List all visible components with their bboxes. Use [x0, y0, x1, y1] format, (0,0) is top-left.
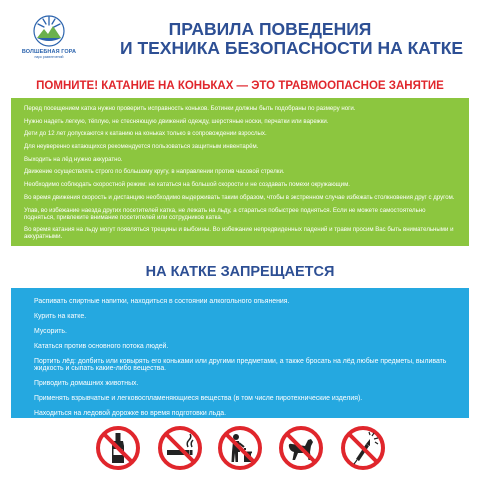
- logo: [14, 14, 84, 70]
- prohibited-title: НА КАТКЕ ЗАПРЕЩАЕТСЯ: [145, 264, 335, 280]
- rule-item: Перед посещением катка нужно проверить исправность коньков. Ботинки должны быть подобраны по размеру ноги.: [24, 105, 356, 112]
- rule-item: Во время катания на льду могут появляться трещины и выбоины. Во избежание непредвиденных падений и травм просим Вас быть внимательными и аккуратными.: [24, 226, 454, 241]
- page-title-line2: И ТЕХНИКА БЕЗОПАСНОСТИ НА КАТКЕ: [120, 38, 464, 58]
- rule-item: Дети до 12 лет допускаются к катанию на коньках только в сопровождении взрослых.: [24, 130, 267, 138]
- prohibited-item: Распивать спиртные напитки, находиться в состоянии алкогольного опьянения.: [34, 298, 290, 305]
- prohibited-panel: [11, 288, 469, 418]
- page-title: [120, 19, 464, 58]
- rule-item: Необходимо соблюдать скоростной режим: не кататься на большой скорости и не создавать помехи окружающим.: [24, 181, 350, 189]
- page-title-line1: ПРАВИЛА ПОВЕДЕНИЯ: [168, 19, 372, 39]
- prohibited-item: Находиться на ледовой дорожке во время подготовки льда.: [34, 409, 226, 417]
- no-pets-icon: [278, 425, 324, 471]
- prohibited-item: Кататься против основного потока людей.: [34, 342, 169, 350]
- no-smoking-icon: [157, 425, 203, 471]
- rule-item: Нужно надеть легкую, тёплую, не стесняющую движений одежду, шерстяные носки, перчатки или варежки.: [24, 117, 329, 125]
- warning-banner: ПОМНИТЕ! КАТАНИЕ НА КОНЬКАХ — ЭТО ТРАВМООПАСНОЕ ЗАНЯТИЕ: [36, 80, 444, 92]
- prohibited-item: Приводить домашних животных.: [34, 380, 139, 388]
- prohibited-item: Курить на катке.: [34, 312, 87, 320]
- prohibition-signs: [0, 425, 480, 471]
- logo-name: ВОЛШЕБНАЯ ГОРА: [21, 49, 77, 55]
- snowflake-mountain-icon: [32, 14, 66, 48]
- prohibited-item: Применять взрывчатые и легковоспламеняющиеся вещества (в том числе пиротехнические изделия).: [34, 394, 363, 402]
- rule-item: Упав, во избежание наезда других посетителей катка, не лежать на льду, а стараться побыстрее подняться. Если не можете самостоятельно подняться, привлеките внимание посетителей или сотрудников катка.: [24, 206, 426, 221]
- no-fireworks-icon: [340, 425, 386, 471]
- rules-panel: [11, 98, 469, 246]
- logo-tagline: парк развлечений: [34, 55, 64, 59]
- rule-item: Для неуверенно катающихся рекомендуется пользоваться защитным инвентарём.: [24, 143, 259, 151]
- no-alcohol-icon: [95, 425, 141, 471]
- no-littering-icon: [217, 425, 263, 471]
- rule-item: Во время движения скорость и дистанцию необходимо выдерживать таким образом, чтобы в экстренном случае избежать столкновения друг с другом.: [24, 193, 455, 201]
- rule-item: Выходить на лёд нужно аккуратно.: [24, 155, 123, 163]
- prohibited-item: Мусорить.: [34, 327, 67, 335]
- prohibited-item: Портить лёд: долбить или ковырять его коньками или другими предметами, а также бросать на лёд любые предметы, выливать жидкость и сыпать какие-либо вещества.: [34, 357, 447, 373]
- rule-item: Движение осуществлять строго по большому кругу, в направлении против часовой стрелки.: [24, 168, 285, 176]
